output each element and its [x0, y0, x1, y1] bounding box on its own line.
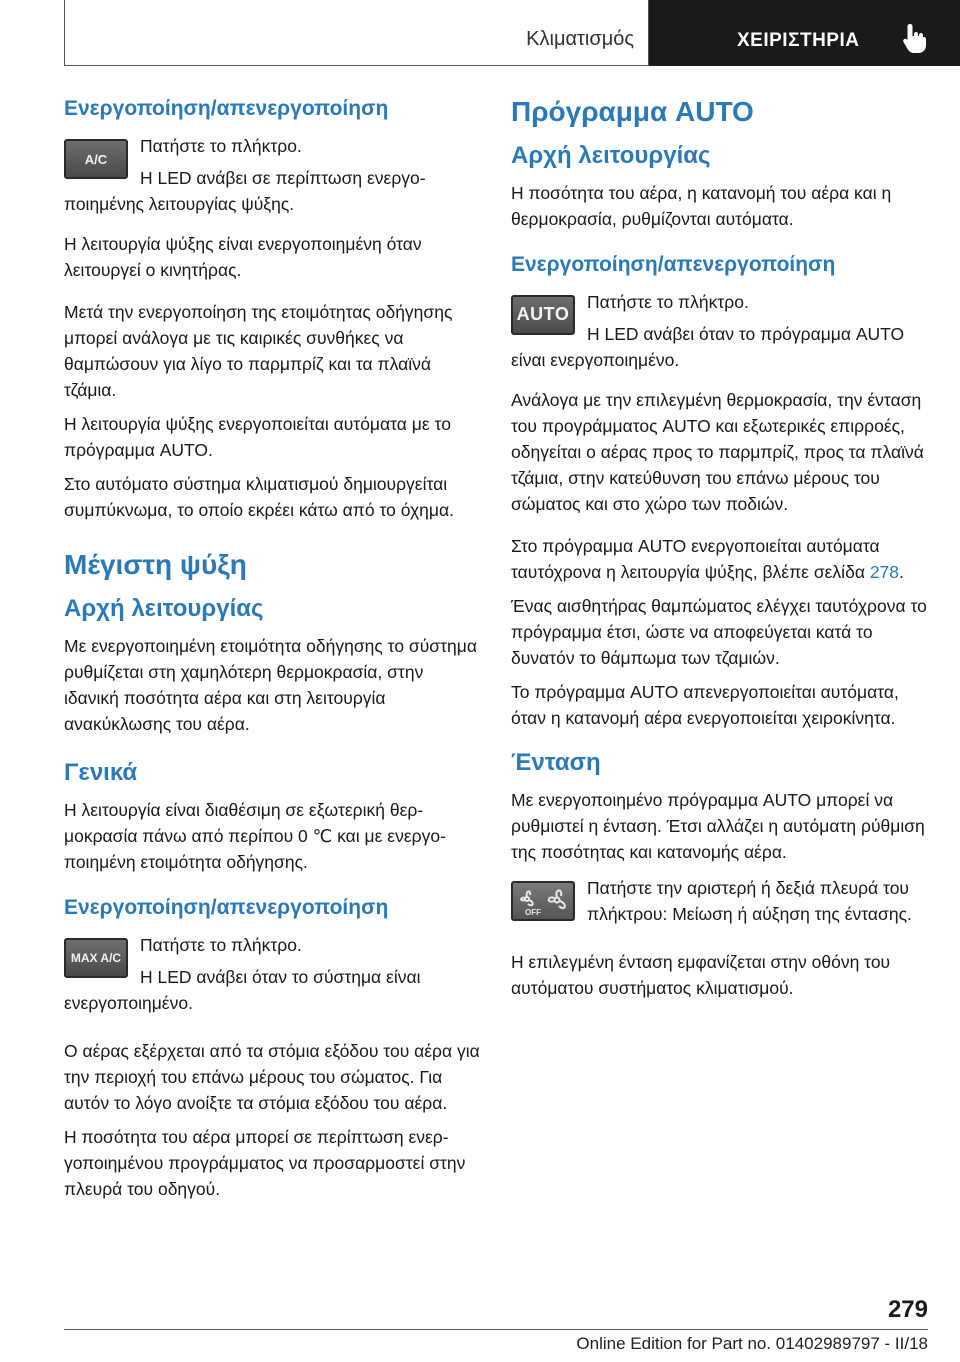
max-ac-button-icon: MAX A/C: [64, 938, 128, 978]
fan-icon: [515, 885, 571, 917]
auto-button-icon: AUTO: [511, 295, 575, 335]
paragraph: Με ενεργοποιημένο πρόγραμμα AUTO μπορεί να ρυθμιστεί η ένταση. Έτσι αλλάζει η αυτόματη ρύθμιση της ποσότητας και κατανομής αέρα.: [511, 789, 925, 862]
heading-activation: Ενεργοποίηση/απενεργοποίηση: [511, 252, 836, 276]
section-title: ΧΕΙΡΙΣΤΗΡΙΑ: [737, 30, 860, 51]
page-header: [64, 0, 960, 66]
paragraph: Η ποσότητα του αέρα μπορεί σε περίπτωση ενεργοποιημένου προγράμματος να προσαρμοστεί στην πλευρά του οδηγού.: [64, 1126, 466, 1199]
paragraph: Στο πρόγραμμα AUTO ενεργοποιείται αυτόματα ταυτόχρονα η λειτουργία ψύξης, βλέπε σελίδα 278.: [511, 535, 904, 582]
paragraph: Η ποσότητα του αέρα, η κατανομή του αέρα και η θερμοκρασία, ρυθμίζονται αυτόματα.: [511, 182, 892, 229]
paragraph: Πατήστε το πλήκτρο.: [140, 136, 302, 157]
heading-max-cooling: Μέγιστη ψύξη: [64, 549, 247, 581]
max-ac-instruction: [64, 932, 480, 1022]
heading-activation: Ενεργοποίηση/απενεργοποίηση: [64, 895, 389, 919]
paragraph: Με ενεργοποιημένη ετοιμότητα οδήγησης το σύστημα ρυθμίζεται στη χαμηλότερη θερμοκρασία, στην ιδανική ποσότητα αέρα και στη λειτουργία ανακύκλωσης του αέρα.: [64, 635, 477, 734]
paragraph: Η λειτουργία ψύξης ενεργοποιείται αυτόματα με το πρόγραμμα AUTO.: [64, 414, 451, 461]
paragraph: Η LED ανάβει όταν το σύστημα είναι ενεργοποιημένο.: [64, 966, 421, 1013]
heading-activation: Ενεργοποίηση/απενεργοποίηση: [64, 97, 389, 120]
heading-principle: Αρχή λειτουργίας: [64, 595, 264, 623]
paragraph: Μετά την ενεργοποίηση της ετοιμότητας οδήγησης μπορεί ανάλογα με τις καιρικές συνθήκες να θαμπώσουν για λίγο το παρμπρίζ και τα πλαϊνά τζάμια.: [64, 302, 453, 401]
paragraph: Πατήστε το πλήκτρο.: [140, 934, 302, 955]
ac-button-icon: A/C: [64, 139, 128, 179]
paragraph: Ένας αισθητήρας θαμπώματος ελέγχει ταυτόχρονα το πρόγραμμα έτσι, ώστε να αποφεύγεται κατά το δυνατόν το θάμπωμα των τζαμιών.: [511, 595, 927, 668]
fan-intensity-button-icon: [511, 881, 575, 921]
paragraph: Η LED ανάβει όταν το πρόγραμμα AUTO είναι ενεργοποιημένο.: [511, 323, 905, 370]
right-column: [511, 96, 927, 1009]
paragraph: Πατήστε την αριστερή ή δεξιά πλευρά του πλήκτρου: Μείωση ή αύξηση της έντασης.: [587, 877, 912, 924]
paragraph: Ο αέρας εξέρχεται από τα στόμια εξόδου του αέρα για την περιοχή του επάνω μέρους του σώματος. Για αυτόν το λόγο ανοίξτε τα στόμια εξόδου του αέρα.: [64, 1040, 480, 1113]
paragraph: Ανάλογα με την επιλεγμένη θερμοκρασία, την ένταση του προγράμματος AUTO και εξωτερικές επιρροές, οδηγείται ο αέρας προς το παρμπρίζ, προς τα πλαϊνά τζάμια, στην κατεύθυνση του επάνω μέρους του σώματος και στο χώρο των ποδιών.: [511, 389, 924, 514]
auto-instruction: [511, 289, 927, 379]
ac-instruction: [64, 133, 480, 223]
heading-intensity: Ένταση: [511, 748, 601, 776]
paragraph: Το πρόγραμμα AUTO απενεργοποιείται αυτόματα, όταν η κατανομή αέρα ενεργοποιείται χειροκίνητα.: [511, 681, 899, 728]
footer-edition: Online Edition for Part no. 01402989797 - II/18: [576, 1334, 928, 1353]
footer-divider: [64, 1329, 928, 1330]
pointing-hand-icon: [901, 22, 929, 54]
paragraph: Η λειτουργία είναι διαθέσιμη σε εξωτερική θερμοκρασία πάνω από περίπου 0 ℃ και με ενεργοποιημένη ετοιμότητα οδήγησης.: [64, 799, 446, 872]
heading-principle: Αρχή λειτουργίας: [511, 142, 711, 170]
paragraph: Η λειτουργία ψύξης είναι ενεργοποιημένη όταν λειτουργεί ο κινητήρας.: [64, 234, 422, 281]
header-chapter-box: [64, 0, 649, 66]
page-link[interactable]: 278: [869, 561, 900, 582]
heading-general: Γενικά: [64, 758, 138, 786]
paragraph: Πατήστε το πλήκτρο.: [587, 291, 749, 312]
svg-text:OFF: OFF: [525, 907, 541, 917]
page-number: 279: [887, 1296, 928, 1323]
paragraph: Η LED ανάβει σε περίπτωση ενεργοποιημένης λειτουργίας ψύξης.: [64, 168, 426, 215]
chapter-title: Κλιματισμός: [526, 28, 634, 50]
paragraph: Στο αυτόματο σύστημα κλιματισμού δημιουργείται συμπύκνωμα, το οποίο εκρέει κάτω από το όχημα.: [64, 474, 454, 521]
intensity-instruction: [511, 875, 927, 933]
header-section-box: [649, 0, 960, 66]
left-column: [64, 96, 480, 1210]
heading-auto-program: Πρόγραμμα AUTO: [511, 96, 754, 127]
paragraph: Η επιλεγμένη ένταση εμφανίζεται στην οθόνη του αυτόματου συστήματος κλιματισμού.: [511, 951, 891, 998]
